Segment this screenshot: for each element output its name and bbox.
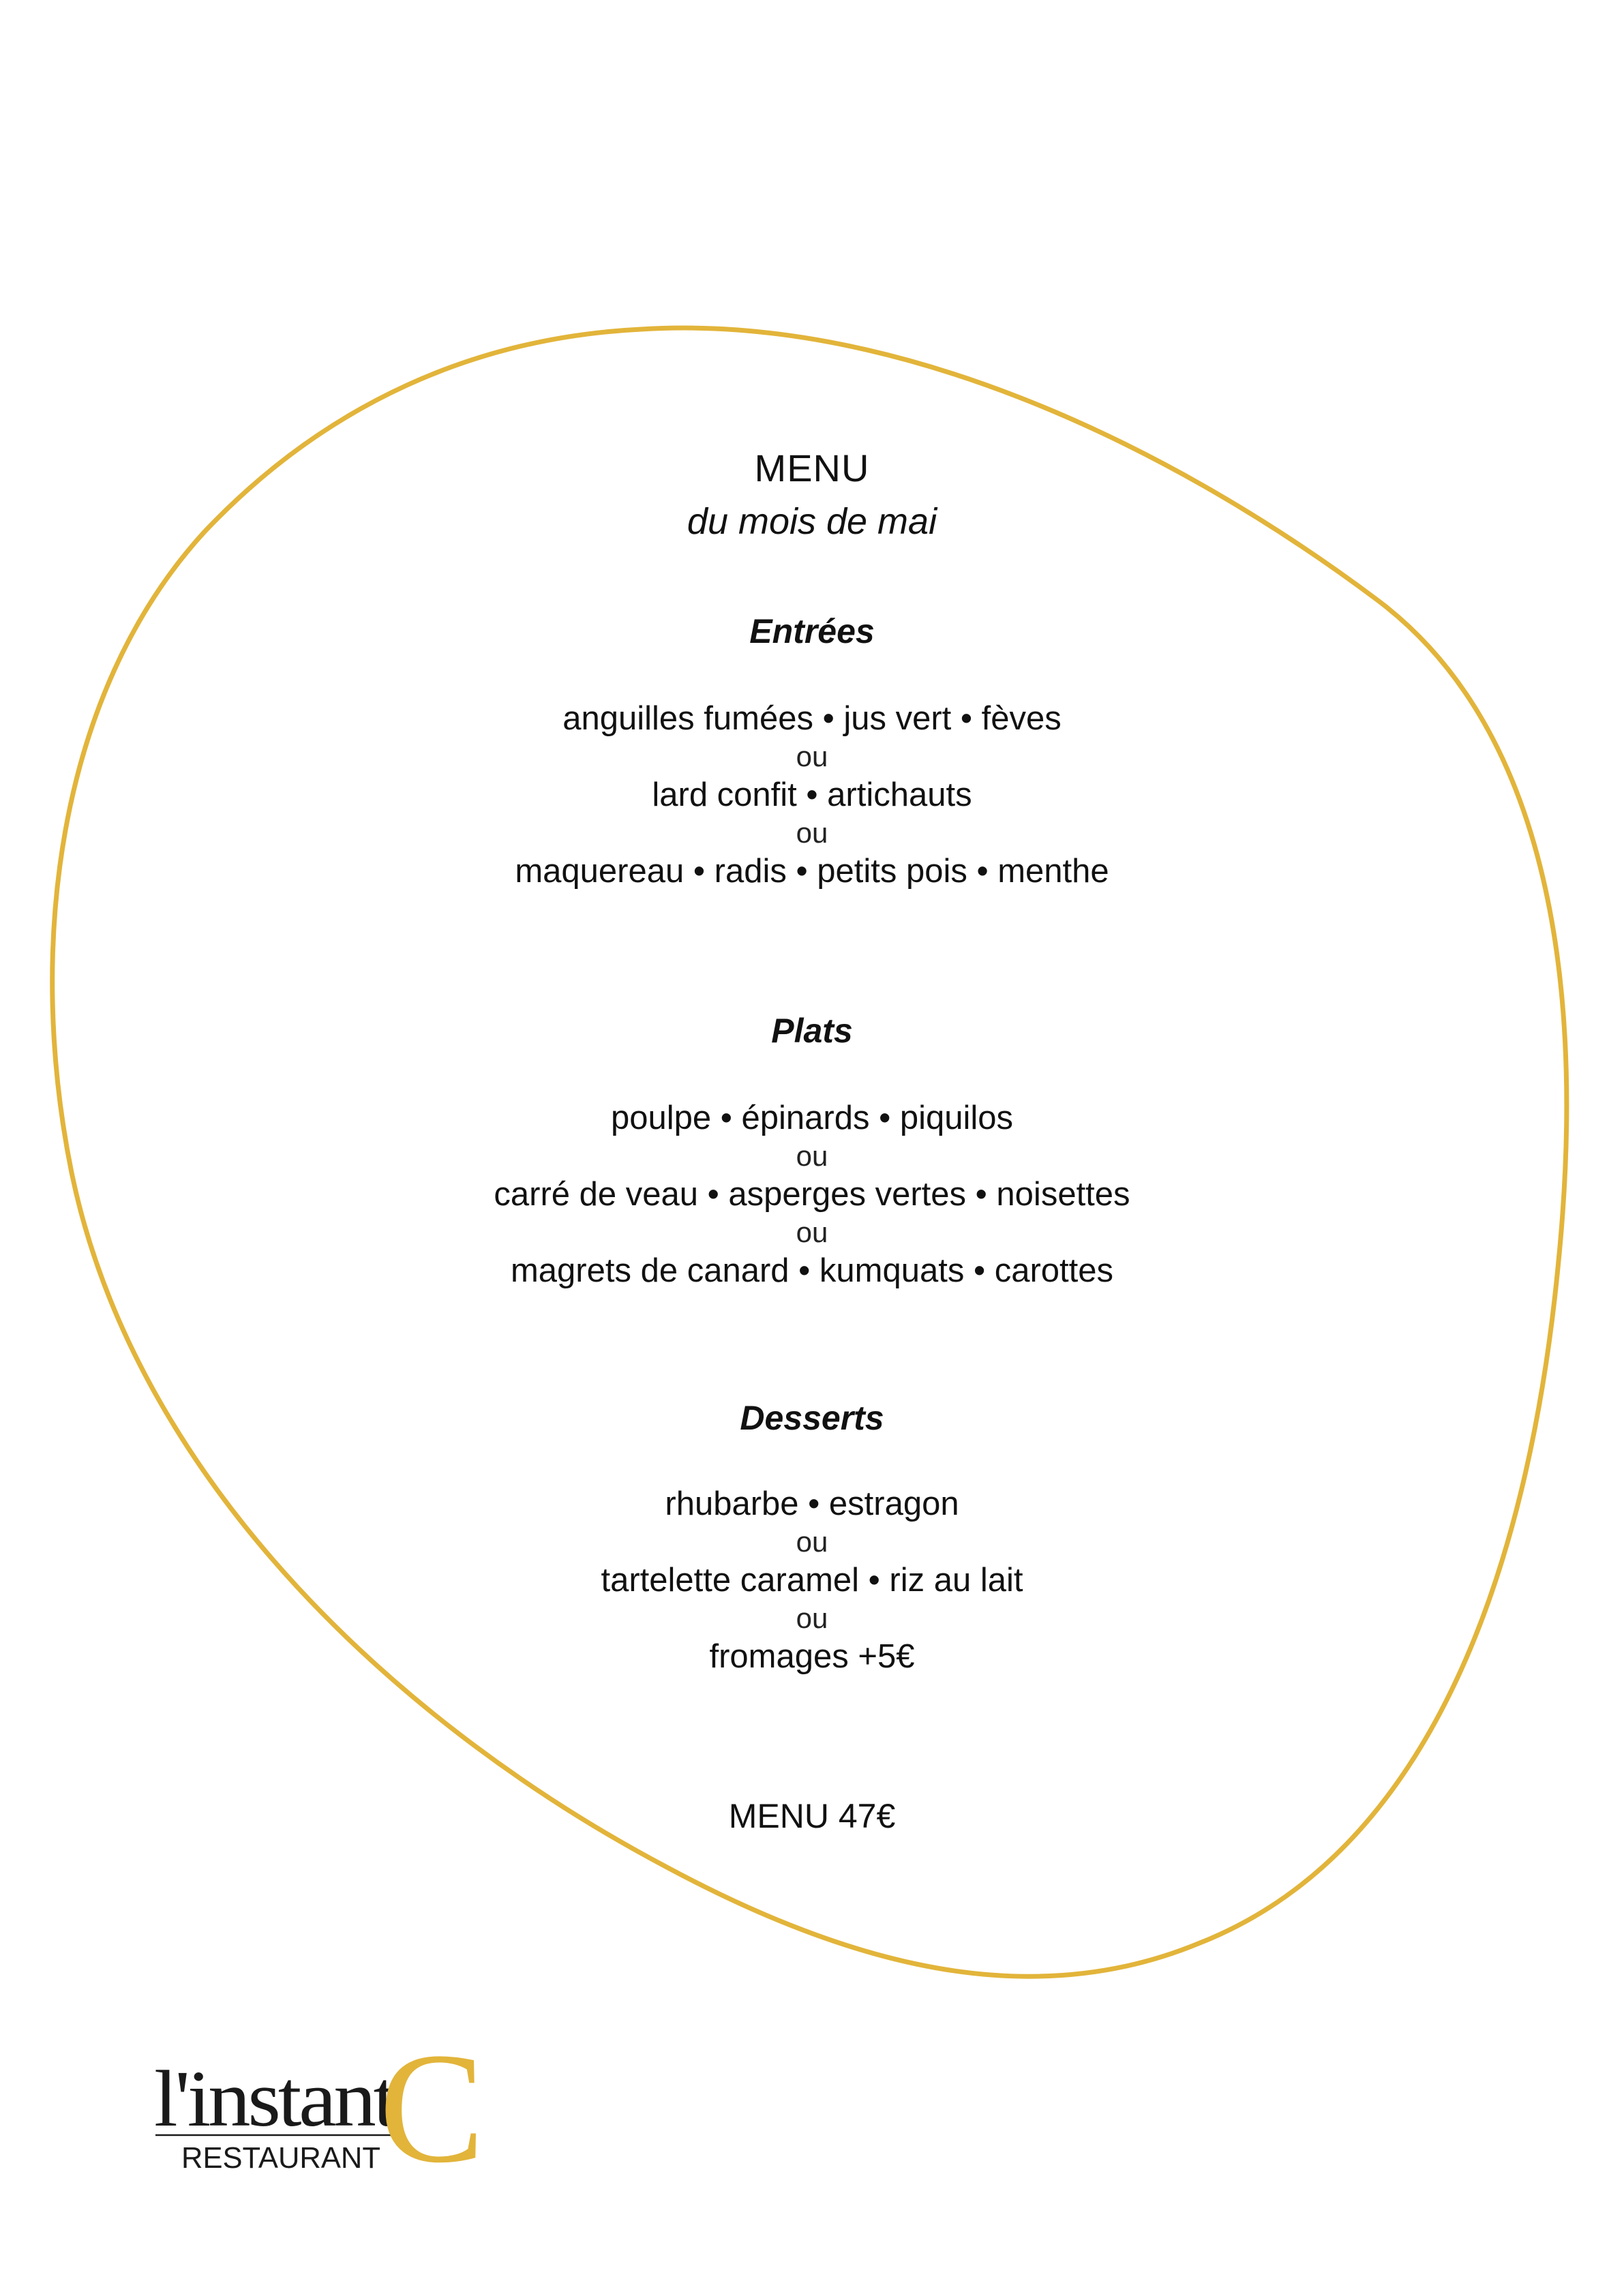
- dish-list-desserts: [0, 1485, 1624, 1676]
- menu-subtitle: du mois de mai: [687, 501, 937, 542]
- dish-separator: ou: [796, 1140, 828, 1172]
- dish-separator: ou: [796, 740, 828, 772]
- restaurant-logo: [154, 2040, 509, 2176]
- dish-separator: ou: [796, 1216, 828, 1248]
- dish-separator: ou: [796, 1526, 828, 1558]
- logo-tagline: RESTAURANT: [181, 2141, 380, 2175]
- dish-separator: ou: [796, 817, 828, 849]
- dish-item: maquereau • radis • petits pois • menthe: [515, 853, 1109, 890]
- dish-item: lard confit • artichauts: [652, 776, 972, 813]
- dish-list-plats: [0, 1099, 1624, 1290]
- menu-price: MENU 47€: [728, 1797, 896, 1835]
- section-heading-plats: Plats: [771, 1012, 853, 1050]
- dish-item: rhubarbe • estragon: [665, 1485, 959, 1522]
- dish-item: magrets de canard • kumquats • carottes: [510, 1252, 1114, 1289]
- dish-item: tartelette caramel • riz au lait: [601, 1562, 1023, 1599]
- dish-list-entrees: [0, 699, 1624, 890]
- dish-item: carré de veau • asperges vertes • noisettes: [494, 1176, 1130, 1213]
- dish-item: poulpe • épinards • piquilos: [610, 1100, 1014, 1136]
- section-heading-entrees: Entrées: [749, 612, 875, 650]
- logo-letter: C: [379, 2040, 485, 2176]
- logo-name: l'instant: [154, 2054, 397, 2143]
- dish-item: anguilles fumées • jus vert • fèves: [562, 700, 1062, 737]
- dish-item: fromages +5€: [709, 1638, 915, 1675]
- menu-title: MENU: [754, 447, 870, 489]
- section-heading-desserts: Desserts: [740, 1399, 884, 1437]
- dish-separator: ou: [796, 1602, 828, 1634]
